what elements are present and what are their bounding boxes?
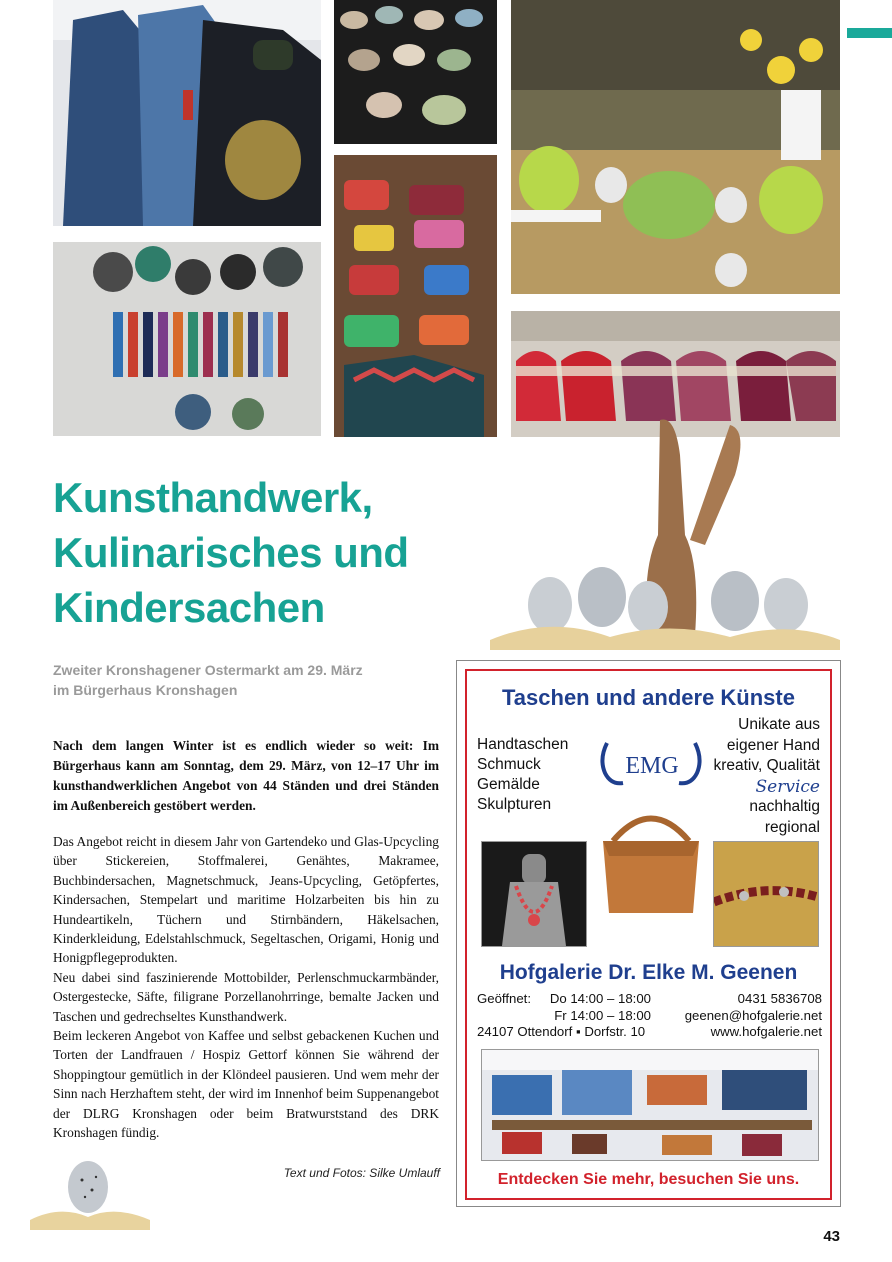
ad-feature: eigener Hand bbox=[726, 736, 820, 754]
headline-line: Kindersachen bbox=[53, 584, 325, 631]
ad-photo-necklace bbox=[481, 841, 587, 947]
ad-product: Gemälde bbox=[477, 776, 540, 793]
advertisement bbox=[456, 660, 841, 1207]
headline-line: Kunsthandwerk, bbox=[53, 474, 373, 521]
ad-feature-service: Service bbox=[755, 776, 820, 797]
ad-feature: kreativ, Qualität bbox=[713, 757, 820, 774]
ad-product: Schmuck bbox=[477, 756, 541, 773]
ad-hours bbox=[547, 991, 651, 1024]
ad-email[interactable]: geenen@hofgalerie.net bbox=[684, 1007, 822, 1023]
subheadline-line: im Bürgerhaus Kronshagen bbox=[53, 682, 238, 698]
photo-bells-and-pens bbox=[53, 242, 321, 436]
emg-logo-text: EMG bbox=[625, 753, 679, 779]
ad-product-list bbox=[477, 735, 568, 815]
ad-photo-bracelet bbox=[713, 841, 819, 947]
ad-address: 24107 Ottendorf ▪ Dorfstr. 10 bbox=[477, 1024, 646, 1039]
ad-product: Handtaschen bbox=[477, 736, 569, 753]
photo-painted-jackets bbox=[53, 0, 321, 226]
article-lead: Nach dem langen Winter ist es endlich wieder so weit: Im Bürgerhaus kann am Sonntag, dem 29. März, von 12–17 Uhr im kunsthandwerklichen Angebot von 44 Ständen und drei Ständen im Außenbereich gestöbert werden. bbox=[53, 738, 439, 813]
ad-phone: 0431 5836708 bbox=[737, 991, 822, 1006]
ad-call-to-action: Entdecken Sie mehr, besuchen Sie uns. bbox=[497, 1171, 800, 1188]
subheadline-line: Zweiter Kronshagener Ostermarkt am 29. März bbox=[53, 662, 363, 678]
ad-website[interactable]: www.hofgalerie.net bbox=[710, 1024, 822, 1039]
ad-title: Taschen und andere Künste bbox=[502, 685, 795, 710]
ad-product: Skulpturen bbox=[477, 796, 552, 813]
photo-ceramic-cups bbox=[334, 0, 497, 144]
photo-credit: Text und Fotos: Silke Umlauff bbox=[283, 1166, 440, 1180]
emg-logo bbox=[597, 739, 707, 791]
headline-line: Kulinarisches und bbox=[53, 529, 409, 576]
ad-feature: Unikate aus bbox=[738, 716, 820, 733]
ad-hours-label: Geöffnet: bbox=[477, 991, 532, 1006]
ad-frame bbox=[465, 669, 832, 1200]
accent-bar bbox=[847, 28, 892, 38]
ad-features bbox=[713, 715, 820, 838]
ad-photo-gallery-interior bbox=[481, 1049, 819, 1161]
easter-bunny-illustration bbox=[490, 415, 840, 650]
article-paragraph: Das Angebot reicht in diesem Jahr von Gartendeko und Glas-Upcycling über Stickereien, Stoffmalerei, Genähtes, Makramee, Buchbindersachen, Magnetschmuck, Jeans-Upcycling, Getöpfertes, Kindersachen, Stempelart und maritime Holzarbeiten bis hin zu Hundeartikeln, Tüchern und Stirnbändern, Häkelsachen, Kinderkleidung, Edelstahlschmuck, Segeltaschen, Origami, Honig und Honigpflegeprodukten. bbox=[53, 834, 439, 966]
ad-feature: nachhaltig bbox=[749, 798, 820, 815]
photo-easter-decoration bbox=[511, 0, 840, 294]
article-subheadline bbox=[53, 660, 453, 700]
ad-hours-line: Fr 14:00 – 18:00 bbox=[554, 1007, 651, 1023]
ad-photo-handbag bbox=[593, 801, 709, 919]
photo-fabric-bags bbox=[334, 155, 497, 437]
article-headline bbox=[53, 470, 483, 635]
ad-feature: regional bbox=[764, 818, 820, 836]
article-paragraph: Beim leckeren Angebot von Kaffee und selbst gebackenen Kuchen und Torten der Landfrauen / Hospiz Gettorf können Sie während der Shoppingtour gemütlich in der Klöndeel pausieren. Und wem mehr der Sinn nach Herzhaftem steht, der wird im Innenhof beim Suppenangebot der DLRG Kronshagen oder beim Bratwurststand des DRK Kronshagen fündig. bbox=[53, 1028, 439, 1141]
ad-contact bbox=[685, 991, 822, 1041]
egg-decoration bbox=[30, 1155, 150, 1230]
article-paragraph: Neu dabei sind faszinierende Mottobilder, Perlenschmuckarmbänder, Ostergestecke, Säfte, filigrane Porzellanohrringe, bemalte Jacken und Taschen und gedrechseltes Kunsthandwerk. bbox=[53, 969, 439, 1024]
page-number: 43 bbox=[823, 1228, 840, 1245]
ad-hours-line: Do 14:00 – 18:00 bbox=[549, 991, 651, 1006]
article-body bbox=[53, 832, 439, 1143]
ad-business-name: Hofgalerie Dr. Elke M. Geenen bbox=[499, 961, 798, 984]
